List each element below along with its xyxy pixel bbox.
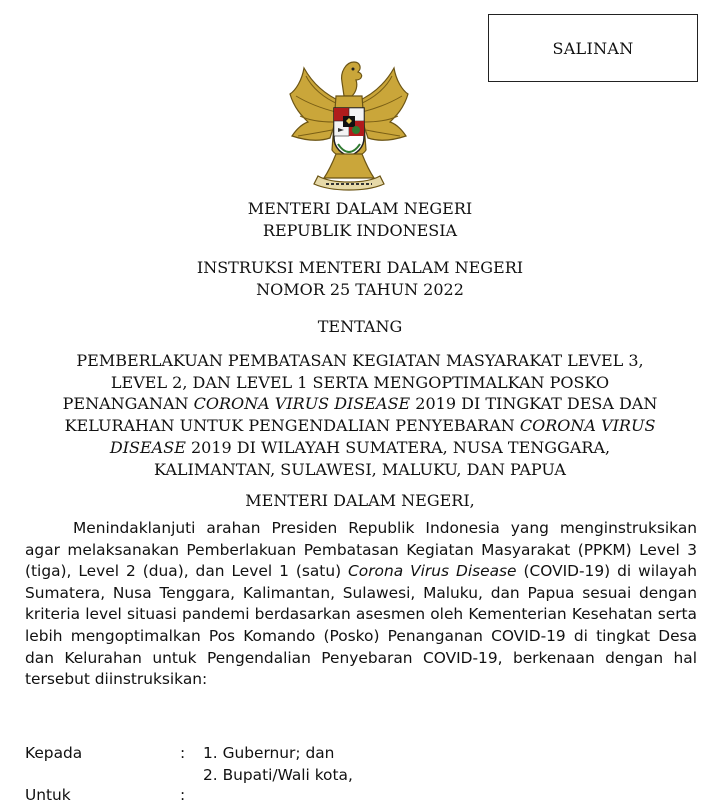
instruction-line-1: INSTRUKSI MENTERI DALAM NEGERI <box>196 258 524 277</box>
header-block <box>0 198 720 242</box>
kepada-list <box>203 742 353 786</box>
body-paragraph: Menindaklanjuti arahan Presiden Republik Indonesia yang menginstruksikan agar melaksanakan Pemberlakuan Pembatasan Kegiatan Masyarakat (PPKM) Level 3 (tiga), Level 2 (dua), dan Level 1 (satu) Corona Virus Disease (COVID-19) di wilayah Sumatera, Nusa Tenggara, Kalimantan, Sulawesi, Maluku, dan Papua sesuai dengan kriteria level situasi pandemi berdasarkan asesmen oleh Kementerian Kesehatan serta lebih mengoptimalkan Pos Komando (Posko) Penanganan COVID-19 di tingkat Desa dan Kelurahan untuk Pengendalian Penyebaran COVID-19, berkenaan dengan hal tersebut diinstruksikan: <box>25 519 697 689</box>
subject-line-4: KELURAHAN UNTUK PENGENDALIAN PENYEBARAN CORONA VIRUS <box>64 416 656 436</box>
tentang-heading: TENTANG <box>317 317 403 336</box>
minister-heading: MENTERI DALAM NEGERI, <box>245 491 475 510</box>
subject-line-5: DISEASE 2019 DI WILAYAH SUMATERA, NUSA TENGGARA, <box>109 437 611 457</box>
salinan-label: SALINAN <box>552 38 634 58</box>
untuk-section <box>25 786 186 804</box>
header-line-1: MENTERI DALAM NEGERI <box>247 199 473 218</box>
instruction-block <box>0 257 720 301</box>
kepada-item-2: 2. Bupati/Wali kota, <box>203 766 353 784</box>
kepada-item-1: 1. Gubernur; dan <box>203 744 335 762</box>
untuk-colon: : <box>180 786 186 804</box>
subject-line-6: KALIMANTAN, SULAWESI, MALUKU, DAN PAPUA <box>154 459 566 479</box>
subject-line-1: PEMBERLAKUAN PEMBATASAN KEGIATAN MASYARAKAT LEVEL 3, <box>76 351 644 370</box>
header-line-2: REPUBLIK INDONESIA <box>262 221 458 240</box>
subject-block <box>20 350 700 480</box>
salinan-stamp <box>488 14 698 82</box>
subject-line-2: LEVEL 2, DAN LEVEL 1 SERTA MENGOPTIMALKAN POSKO <box>110 372 610 392</box>
garuda-emblem-icon <box>280 50 418 195</box>
instruction-line-2: NOMOR 25 TAHUN 2022 <box>256 280 464 299</box>
kepada-colon: : <box>180 744 186 762</box>
kepada-label: Kepada <box>25 744 83 762</box>
untuk-label: Untuk <box>25 786 71 804</box>
subject-line-3: PENANGANAN CORONA VIRUS DISEASE 2019 DI TINGKAT DESA DAN <box>62 394 658 414</box>
